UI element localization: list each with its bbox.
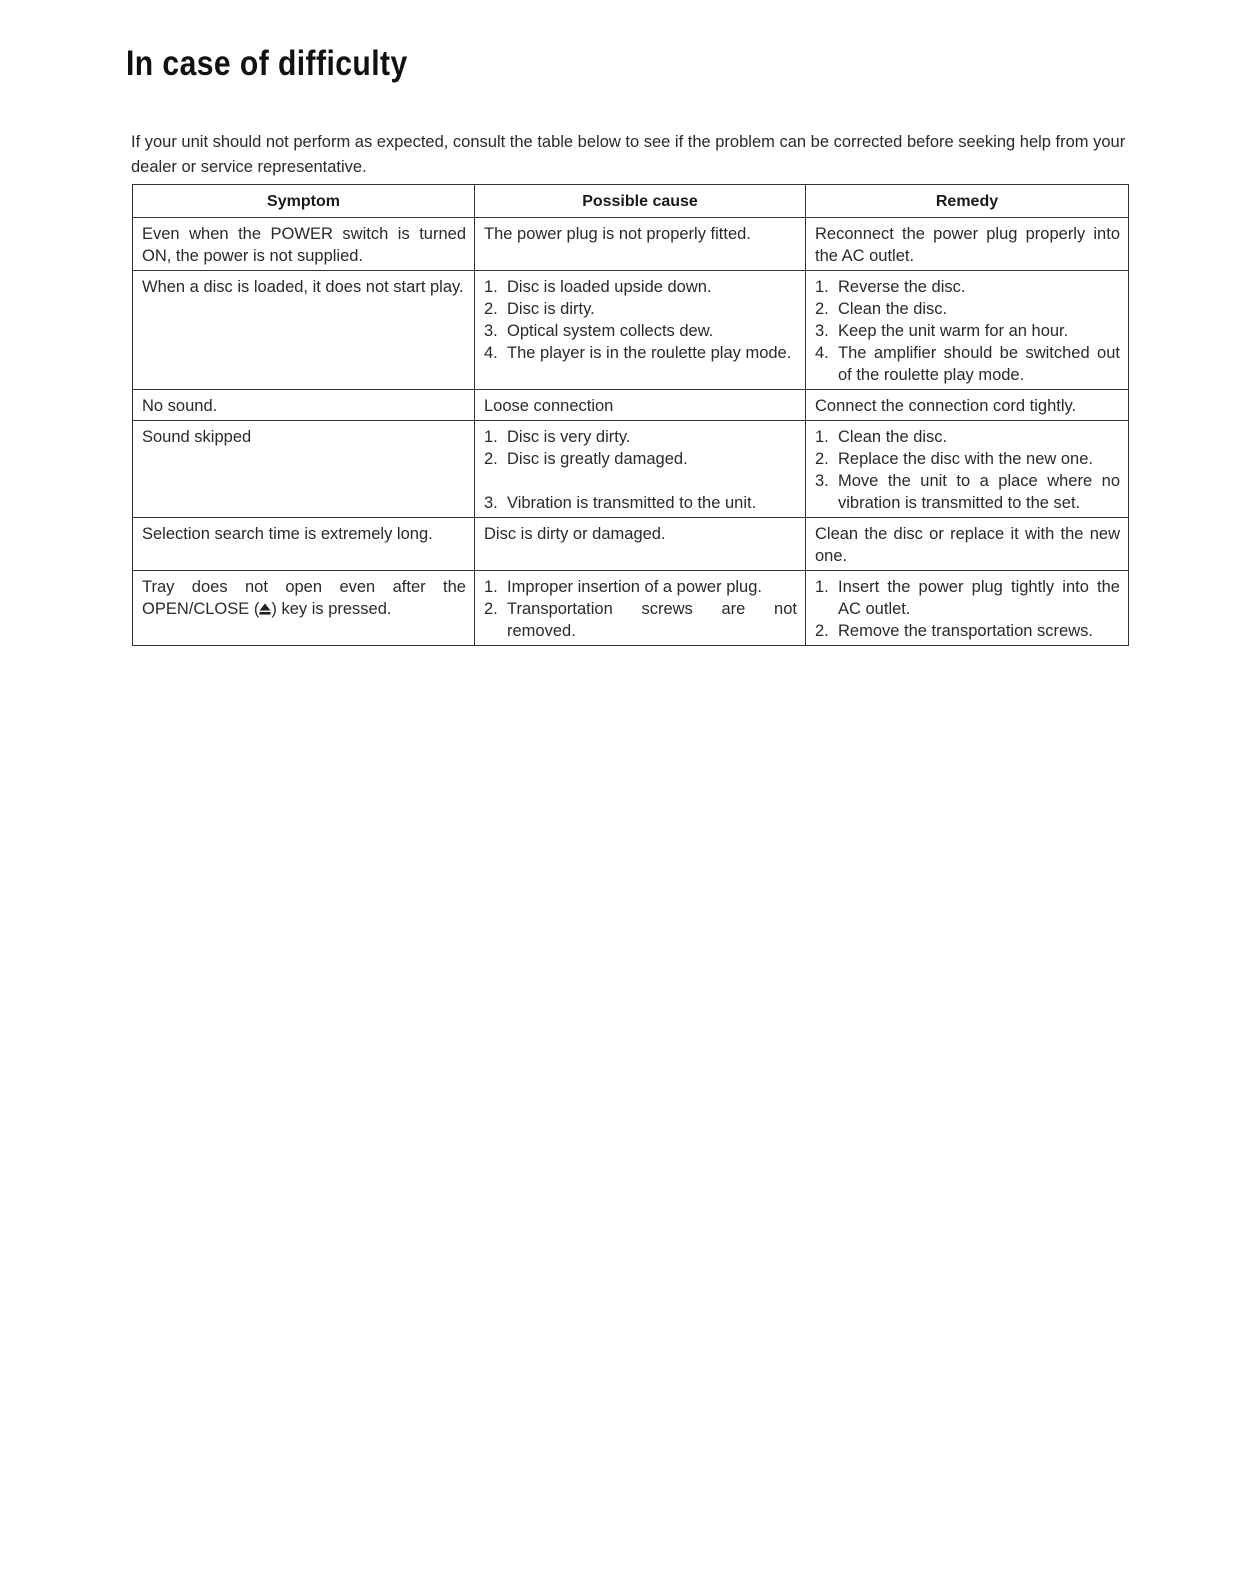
cause-list (484, 576, 797, 642)
item-number: 3. (484, 494, 498, 512)
symptom-text-after: ) key is pressed. (271, 600, 392, 618)
cause-cell: The power plug is not properly fitted. (475, 218, 806, 271)
item-number: 1. (815, 278, 829, 296)
item-text: The player is in the roulette play mode. (507, 344, 792, 362)
cause-cell: Loose connection (475, 390, 806, 421)
item-text: Reverse the disc. (838, 278, 966, 296)
table-row (133, 390, 1129, 421)
table-row (133, 271, 1129, 390)
list-item (815, 276, 1120, 298)
eject-icon (259, 603, 271, 615)
cause-cell (475, 421, 806, 518)
column-header-cause: Possible cause (475, 185, 806, 218)
list-item (815, 448, 1120, 470)
item-number: 2. (815, 300, 829, 318)
troubleshooting-table (132, 184, 1129, 646)
symptom-text-before: Tray does not open even after the OPEN/CLOSE ( (142, 578, 466, 618)
item-number: 3. (815, 472, 829, 490)
list-item (815, 576, 1120, 620)
item-number: 4. (815, 344, 829, 362)
list-item (484, 298, 797, 320)
item-text: Transportation screws are not removed. (507, 600, 797, 640)
item-number: 4. (484, 344, 498, 362)
remedy-cell: Reconnect the power plug properly into the AC outlet. (806, 218, 1129, 271)
list-item (484, 576, 797, 598)
remedy-list (815, 276, 1120, 386)
item-text: Clean the disc. (838, 300, 948, 318)
intro-paragraph: If your unit should not perform as expected, consult the table below to see if the problem can be corrected before seeking help from your dealer or service representative. (131, 133, 1126, 176)
remedy-cell (806, 271, 1129, 390)
item-number: 1. (815, 428, 829, 446)
item-text: Disc is greatly damaged. (507, 450, 688, 468)
remedy-list (815, 426, 1120, 514)
cause-list (484, 426, 797, 514)
table-row (133, 218, 1129, 271)
item-text: Remove the transportation screws. (838, 622, 1093, 640)
item-number: 2. (484, 600, 498, 618)
item-text: Optical system collects dew. (507, 322, 714, 340)
list-item (484, 448, 797, 470)
symptom-cell: When a disc is loaded, it does not start play. (133, 271, 475, 390)
item-number: 2. (815, 450, 829, 468)
item-number: 1. (815, 578, 829, 596)
remedy-cell: Connect the connection cord tightly. (806, 390, 1129, 421)
item-number: 2. (815, 622, 829, 640)
item-text: Insert the power plug tightly into the AC outlet. (838, 578, 1120, 618)
item-number: 2. (484, 300, 498, 318)
list-item (815, 342, 1120, 386)
cause-cell: Disc is dirty or damaged. (475, 518, 806, 571)
item-text: Improper insertion of a power plug. (507, 578, 762, 596)
list-item (484, 276, 797, 298)
table-row (133, 571, 1129, 646)
item-text: Vibration is transmitted to the unit. (507, 494, 757, 512)
cause-cell (475, 271, 806, 390)
item-text: Disc is loaded upside down. (507, 278, 712, 296)
symptom-cell: Selection search time is extremely long. (133, 518, 475, 571)
item-number: 1. (484, 278, 498, 296)
item-number: 3. (815, 322, 829, 340)
symptom-cell: Sound skipped (133, 421, 475, 518)
list-item (484, 598, 797, 642)
list-item (484, 426, 797, 448)
page-title: In case of difficulty (126, 44, 408, 83)
remedy-cell (806, 571, 1129, 646)
list-item (484, 492, 797, 514)
item-number: 2. (484, 450, 498, 468)
table-header-row (133, 185, 1129, 218)
item-text: Keep the unit warm for an hour. (838, 322, 1069, 340)
item-number: 1. (484, 428, 498, 446)
column-header-remedy: Remedy (806, 185, 1129, 218)
cause-cell (475, 571, 806, 646)
list-item (815, 426, 1120, 448)
symptom-cell (133, 571, 475, 646)
remedy-cell (806, 421, 1129, 518)
list-item (815, 320, 1120, 342)
remedy-cell: Clean the disc or replace it with the new one. (806, 518, 1129, 571)
item-text: Disc is very dirty. (507, 428, 631, 446)
cause-list (484, 276, 797, 364)
item-text: Replace the disc with the new one. (838, 450, 1093, 468)
list-item (484, 320, 797, 342)
list-item (815, 620, 1120, 642)
item-number: 3. (484, 322, 498, 340)
column-header-symptom: Symptom (133, 185, 475, 218)
item-text: Clean the disc. (838, 428, 948, 446)
list-item (815, 298, 1120, 320)
item-number: 1. (484, 578, 498, 596)
symptom-cell: Even when the POWER switch is turned ON, the power is not supplied. (133, 218, 475, 271)
table-row (133, 518, 1129, 571)
symptom-cell: No sound. (133, 390, 475, 421)
item-text: The amplifier should be switched out of the roulette play mode. (838, 344, 1120, 384)
table-row (133, 421, 1129, 518)
item-text: Disc is dirty. (507, 300, 595, 318)
list-item (484, 342, 797, 364)
remedy-list (815, 576, 1120, 642)
list-item (815, 470, 1120, 514)
item-text: Move the unit to a place where no vibration is transmitted to the set. (838, 472, 1120, 512)
